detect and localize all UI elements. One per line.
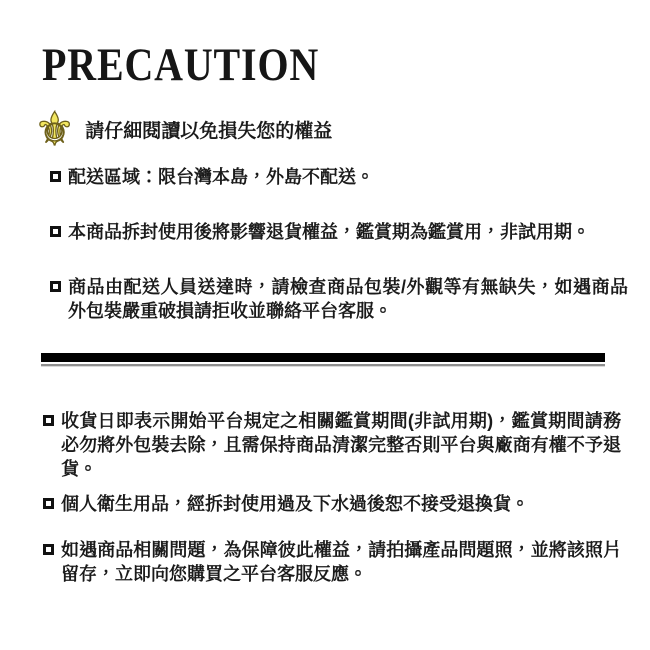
list-item xyxy=(43,492,621,516)
square-bullet-icon xyxy=(43,498,54,509)
square-bullet-icon xyxy=(43,544,54,555)
list-item xyxy=(50,275,628,323)
list-item-text: 如遇商品相關問題，為保障彼此權益，請拍攝產品問題照，並將該照片留存，立即向您購買之平台客服反應。 xyxy=(61,540,621,584)
notice-list-bottom xyxy=(43,409,650,586)
list-item-text: 商品由配送人員送達時，請檢查商品包裝/外觀等有無缺失，如遇商品外包裝嚴重破損請拒收並聯絡平台客服。 xyxy=(68,277,628,321)
section-divider xyxy=(41,353,605,366)
square-bullet-icon xyxy=(50,226,61,237)
square-bullet-icon xyxy=(50,171,61,182)
square-bullet-icon xyxy=(50,281,61,292)
list-item xyxy=(43,538,621,586)
list-item xyxy=(43,409,621,481)
intro-text: 請仔細閱讀以免損失您的權益 xyxy=(85,120,333,142)
square-bullet-icon xyxy=(43,415,54,426)
list-item-text: 本商品拆封使用後將影響退貨權益，鑑賞期為鑑賞用，非試用期。 xyxy=(68,222,590,242)
divider-thick-bar xyxy=(41,353,605,362)
list-item xyxy=(50,220,628,244)
list-item-text: 個人衛生用品，經拆封使用過及下水過後恕不接受退換貨。 xyxy=(61,494,529,514)
divider-thin-line xyxy=(41,364,605,366)
list-item-text: 配送區域：限台灣本島，外島不配送。 xyxy=(68,167,374,187)
page-title: PRECAUTION xyxy=(42,39,320,91)
notice-list-top xyxy=(50,165,650,323)
list-item-text: 收貨日即表示開始平台規定之相關鑑賞期間(非試用期)，鑑賞期間請務必勿將外包裝去除，且需保持商品清潔完整否則平台與廠商有權不予退貨。 xyxy=(61,411,621,479)
intro-row xyxy=(34,102,650,156)
list-item xyxy=(50,165,628,189)
fleur-de-lis-icon: ⚜ xyxy=(34,102,76,156)
